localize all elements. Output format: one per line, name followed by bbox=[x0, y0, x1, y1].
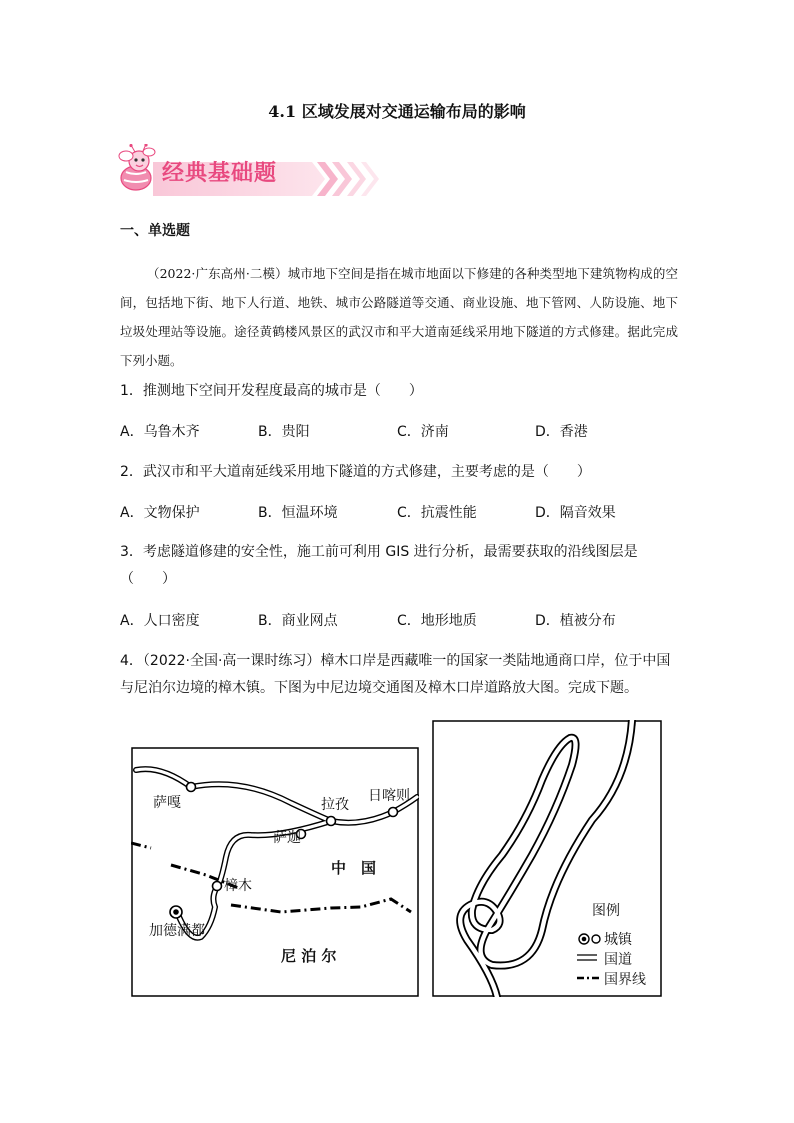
town-label: 萨迦 bbox=[273, 830, 301, 846]
bee-icon bbox=[119, 144, 155, 190]
banner-label: 经典基础题 bbox=[162, 161, 278, 186]
port-road-map bbox=[432, 720, 662, 997]
town-marker bbox=[327, 817, 336, 826]
legend-item: 城镇 bbox=[604, 932, 632, 948]
option-a: A．人口密度 bbox=[120, 613, 200, 629]
option-c: C．地形地质 bbox=[397, 613, 477, 629]
town-label: 樟木 bbox=[224, 878, 252, 894]
question-2-options bbox=[120, 502, 680, 526]
town-label: 拉孜 bbox=[321, 797, 349, 813]
option-b: B．商业网点 bbox=[258, 613, 338, 629]
country-label: 尼 泊 尔 bbox=[281, 947, 337, 965]
country-label: 中 国 bbox=[331, 859, 377, 877]
option-a: A．乌鲁木齐 bbox=[120, 424, 200, 440]
section-title: 一、单选题 bbox=[120, 223, 190, 239]
option-d: D．香港 bbox=[535, 424, 588, 440]
option-c: C．济南 bbox=[397, 424, 449, 440]
legend-item: 国界线 bbox=[604, 972, 646, 988]
option-b: B．恒温环境 bbox=[258, 505, 338, 521]
question-2: 2．武汉市和平大道南延线采用地下隧道的方式修建，主要考虑的是（ ） bbox=[120, 464, 591, 480]
question-3-options bbox=[120, 610, 680, 634]
border-traffic-map bbox=[131, 747, 419, 997]
section-banner bbox=[117, 144, 379, 196]
question-1-options bbox=[120, 421, 680, 445]
page-title: 4.1 区域发展对交通运输布局的影响 bbox=[268, 102, 526, 121]
question-3: 3．考虑隧道修建的安全性，施工前可利用 GIS 进行分析，最需要获取的沿线图层是（ ） bbox=[120, 544, 638, 587]
legend-title: 图例 bbox=[592, 903, 620, 919]
option-c: C．抗震性能 bbox=[397, 505, 477, 521]
question-1: 1．推测地下空间开发程度最高的城市是（ ） bbox=[120, 383, 423, 399]
option-b: B．贵阳 bbox=[258, 424, 310, 440]
town-label: 萨嘎 bbox=[153, 795, 181, 811]
option-d: D．植被分布 bbox=[535, 613, 616, 629]
legend-item: 国道 bbox=[604, 952, 632, 968]
town-label: 加德满都 bbox=[149, 923, 205, 939]
option-d: D．隔音效果 bbox=[535, 505, 616, 521]
town-label: 日喀则 bbox=[368, 788, 410, 804]
town-marker bbox=[187, 783, 196, 792]
town-marker bbox=[389, 808, 398, 817]
option-a: A．文物保护 bbox=[120, 505, 200, 521]
question-4: 4．（2022·全国·高一课时练习）樟木口岸是西藏唯一的国家一类陆地通商口岸，位于中国与尼泊尔边境的樟木镇。下图为中尼边境交通图及樟木口岸道路放大图。完成下题。 bbox=[120, 653, 671, 696]
passage-text: （2022·广东高州·二模）城市地下空间是指在城市地面以下修建的各种类型地下建筑物构成的空间，包括地下街、地下人行道、地铁、城市公路隧道等交通、商业设施、地下管网、人防设施、地下垃圾处理站等设施。途径黄鹤楼风景区的武汉市和平大道南延线采用地下隧道的方式修建。据此完成下列小题。 bbox=[120, 266, 678, 368]
town-marker bbox=[213, 882, 222, 891]
